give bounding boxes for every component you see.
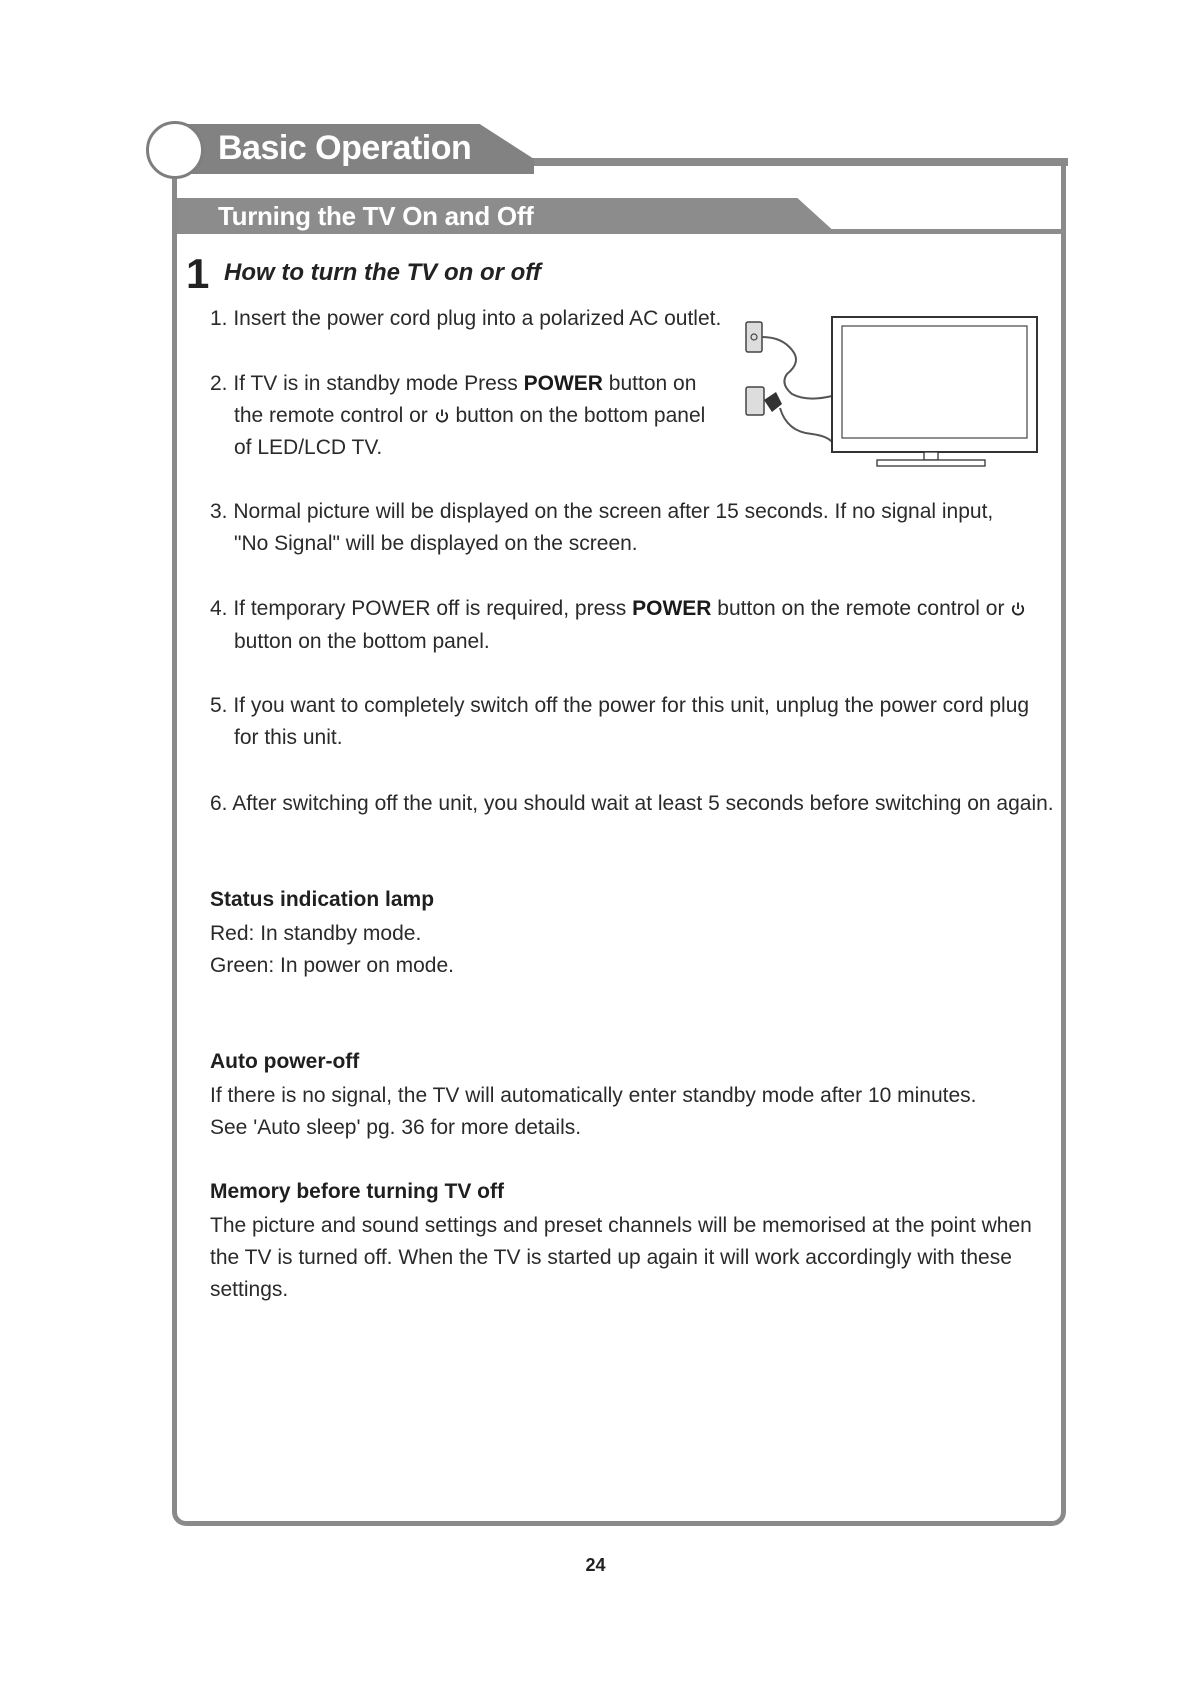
status-lamp-green: Green: In power on mode. bbox=[210, 954, 454, 977]
power-keyword: POWER bbox=[632, 597, 712, 620]
step-4-text-b: button on the remote control or bbox=[717, 597, 1005, 620]
step-1: 1. Insert the power cord plug into a polarized AC outlet. bbox=[210, 307, 722, 330]
step-2-line-2 bbox=[234, 400, 705, 432]
status-lamp-red: Red: In standby mode. bbox=[210, 922, 422, 945]
step-5-line-2: for this unit. bbox=[234, 726, 343, 749]
memory-line-3: settings. bbox=[210, 1278, 289, 1301]
section-circle bbox=[146, 121, 204, 179]
section-title: Basic Operation bbox=[218, 129, 472, 167]
step-2-text-b: button on bbox=[608, 372, 697, 395]
power-icon bbox=[434, 408, 450, 424]
header-rule bbox=[502, 158, 1068, 166]
tv-stand bbox=[877, 460, 985, 466]
wall-outlet-top bbox=[746, 322, 762, 352]
tv-screen bbox=[842, 326, 1027, 438]
tv-illustration bbox=[742, 312, 1042, 472]
step-3-line-2: "No Signal" will be displayed on the screen. bbox=[234, 532, 638, 555]
step-4-text-a: 4. If temporary POWER off is required, press bbox=[210, 597, 627, 620]
auto-power-off-line-1: If there is no signal, the TV will automatically enter standby mode after 10 minutes. bbox=[210, 1084, 977, 1107]
step-5-line-1: 5. If you want to completely switch off the power for this unit, unplug the power cord plug bbox=[210, 694, 1030, 717]
memory-label: Memory before turning TV off bbox=[210, 1180, 504, 1203]
step-4-line-1 bbox=[210, 593, 1026, 625]
page-number: 24 bbox=[585, 1555, 606, 1575]
memory-line-1: The picture and sound settings and preset channels will be memorised at the point when bbox=[210, 1214, 1032, 1237]
step-6: 6. After switching off the unit, you should wait at least 5 seconds before switching on again. bbox=[210, 792, 1054, 815]
memory-line-2: the TV is turned off. When the TV is started up again it will work accordingly with these bbox=[210, 1246, 1012, 1269]
auto-power-off-line-2: See 'Auto sleep' pg. 36 for more details. bbox=[210, 1116, 582, 1139]
wall-outlet-bottom bbox=[746, 387, 764, 415]
power-keyword: POWER bbox=[523, 372, 603, 395]
step-2-line-1 bbox=[210, 368, 696, 400]
step-2-text-a: 2. If TV is in standby mode Press bbox=[210, 372, 518, 395]
subsection-title: Turning the TV On and Off bbox=[218, 201, 534, 231]
step-2-text-d: button on the bottom panel bbox=[455, 404, 706, 427]
step-3-line-1: 3. Normal picture will be displayed on the screen after 15 seconds. If no signal input, bbox=[210, 500, 994, 523]
power-icon bbox=[1010, 601, 1026, 617]
step-4-line-2: button on the bottom panel. bbox=[234, 630, 490, 653]
status-lamp-label: Status indication lamp bbox=[210, 888, 435, 911]
step-2-text-c: the remote control or bbox=[234, 404, 428, 427]
section-number: 1 bbox=[186, 250, 210, 297]
subsection-rule bbox=[830, 229, 1066, 234]
auto-power-off-label: Auto power-off bbox=[210, 1050, 360, 1073]
step-2-line-3: of LED/LCD TV. bbox=[234, 436, 383, 459]
section-heading: How to turn the TV on or off bbox=[224, 259, 541, 286]
